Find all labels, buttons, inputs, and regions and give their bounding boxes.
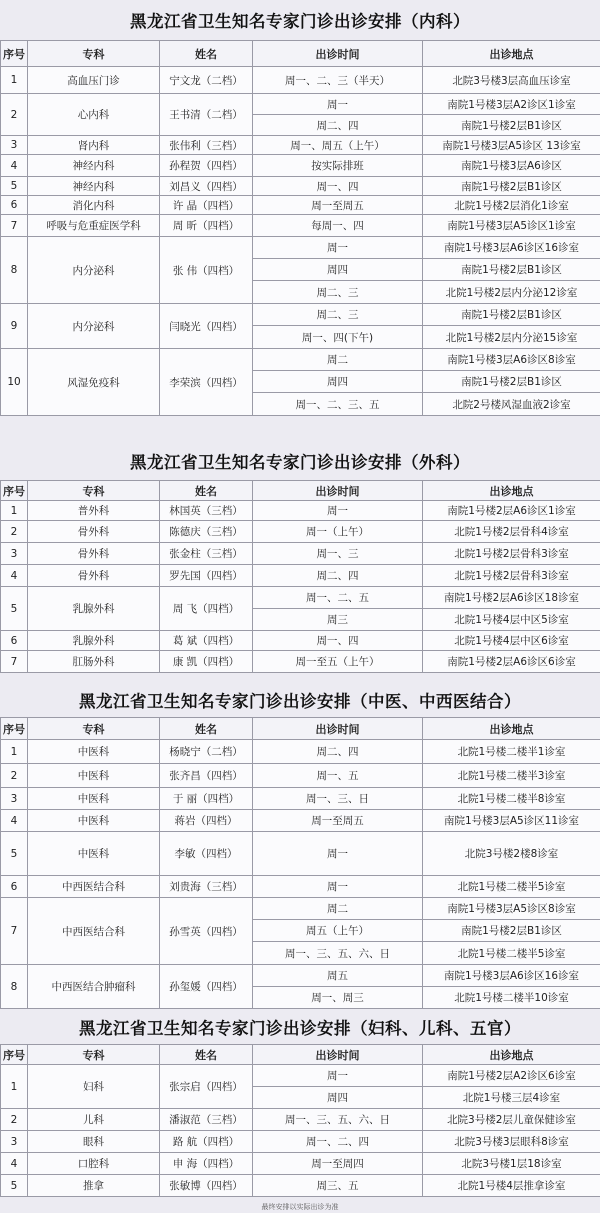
row-number: 7 — [1, 215, 28, 237]
section-title: 黑龙江省卫生知名专家门诊出诊安排（外科） — [130, 453, 470, 472]
clinic-time: 周一 — [253, 237, 423, 259]
clinic-time: 周一、二、三、五 — [253, 393, 423, 416]
table-header-row — [1, 718, 600, 740]
clinic-time: 周一至周五 — [253, 196, 423, 215]
clinic-location: 南院1号楼2层A2诊区6诊室 — [423, 1065, 600, 1087]
doctor-name: 潘淑范（三档） — [160, 1109, 253, 1131]
doctor-name: 周 飞（四档） — [160, 587, 253, 631]
department: 心内科 — [28, 94, 160, 136]
clinic-time: 周三 — [253, 609, 423, 631]
clinic-time: 周一、四 — [253, 177, 423, 196]
clinic-time: 周二、四 — [253, 740, 423, 764]
table-row — [1, 1175, 600, 1197]
table-row — [1, 215, 600, 237]
header-dept: 专科 — [28, 41, 160, 67]
table-row — [1, 177, 600, 196]
clinic-time: 周一至五（上午） — [253, 651, 423, 673]
clinic-location: 北院2号楼风湿血液2诊室 — [423, 393, 600, 416]
department: 呼吸与危重症医学科 — [28, 215, 160, 237]
clinic-location: 北院1号楼三层4诊室 — [423, 1087, 600, 1109]
department: 口腔科 — [28, 1153, 160, 1175]
doctor-name: 孙程贺（四档） — [160, 155, 253, 177]
clinic-location: 北院1号楼2层骨科3诊室 — [423, 565, 600, 587]
table-header-row — [1, 1045, 600, 1065]
table-row — [1, 196, 600, 215]
clinic-time: 周四 — [253, 1087, 423, 1109]
clinic-location: 南院1号楼3层A6诊区8诊室 — [423, 349, 600, 371]
department: 中西医结合科 — [28, 876, 160, 898]
clinic-location: 北院1号楼二楼半3诊室 — [423, 764, 600, 788]
doctor-name: 李敏（四档） — [160, 832, 253, 876]
clinic-time: 周一、四 — [253, 631, 423, 651]
doctor-name: 于 丽（四档） — [160, 788, 253, 810]
doctor-name: 张敏博（四档） — [160, 1175, 253, 1197]
table-row — [1, 155, 600, 177]
row-number: 3 — [1, 1131, 28, 1153]
clinic-time: 周一至周五 — [253, 810, 423, 832]
department: 妇科 — [28, 1065, 160, 1109]
clinic-location: 北院1号楼2层骨科3诊室 — [423, 543, 600, 565]
clinic-location: 北院1号楼2层内分泌15诊室 — [423, 326, 600, 349]
row-number: 2 — [1, 521, 28, 543]
row-number: 1 — [1, 1065, 28, 1109]
table-row — [1, 651, 600, 673]
department: 内分泌科 — [28, 237, 160, 304]
clinic-location: 南院1号楼2层B1诊区 — [423, 920, 600, 942]
doctor-name: 罗先国（四档） — [160, 565, 253, 587]
clinic-time: 周一、三、日 — [253, 788, 423, 810]
table-row — [1, 67, 600, 94]
doctor-name: 孙玺媛（四档） — [160, 965, 253, 1009]
clinic-location: 南院1号楼2层B1诊区 — [423, 371, 600, 393]
schedule-table-wrapper — [0, 480, 600, 673]
row-number: 4 — [1, 1153, 28, 1175]
header-dept: 专科 — [28, 481, 160, 501]
doctor-name: 张 伟（四档） — [160, 237, 253, 304]
row-number: 8 — [1, 965, 28, 1009]
department: 内分泌科 — [28, 304, 160, 349]
header-time: 出诊时间 — [253, 41, 423, 67]
doctor-name: 孙雪英（四档） — [160, 898, 253, 965]
department: 神经内科 — [28, 177, 160, 196]
doctor-name: 林国英（三档） — [160, 501, 253, 521]
clinic-location: 北院1号楼二楼半1诊室 — [423, 740, 600, 764]
department: 中医科 — [28, 810, 160, 832]
clinic-time: 周一 — [253, 501, 423, 521]
header-no: 序号 — [1, 481, 28, 501]
department: 乳腺外科 — [28, 587, 160, 631]
department: 中医科 — [28, 764, 160, 788]
clinic-time: 周一、三 — [253, 543, 423, 565]
clinic-time: 周一 — [253, 1065, 423, 1087]
section-title-bar — [0, 442, 600, 480]
department: 消化内科 — [28, 196, 160, 215]
row-number: 5 — [1, 1175, 28, 1197]
clinic-location: 北院1号楼2层内分泌12诊室 — [423, 281, 600, 304]
clinic-time: 周二 — [253, 349, 423, 371]
department: 神经内科 — [28, 155, 160, 177]
doctor-name: 张齐昌（四档） — [160, 764, 253, 788]
row-number: 1 — [1, 501, 28, 521]
table-row — [1, 587, 600, 609]
section-title-bar — [0, 1009, 600, 1044]
clinic-location: 北院1号楼4层中区6诊室 — [423, 631, 600, 651]
section-title: 黑龙江省卫生知名专家门诊出诊安排（妇科、儿科、五官） — [79, 1018, 521, 1038]
clinic-time: 周一至周四 — [253, 1153, 423, 1175]
table-row — [1, 898, 600, 920]
clinic-location: 北院1号楼二楼半8诊室 — [423, 788, 600, 810]
table-row — [1, 764, 600, 788]
row-number: 4 — [1, 155, 28, 177]
clinic-time: 周四 — [253, 371, 423, 393]
department: 风湿免疫科 — [28, 349, 160, 416]
doctor-name: 周 昕（四档） — [160, 215, 253, 237]
header-dept: 专科 — [28, 1045, 160, 1065]
department: 高血压门诊 — [28, 67, 160, 94]
doctor-name: 王书清（二档） — [160, 94, 253, 136]
row-number: 4 — [1, 565, 28, 587]
clinic-location: 南院1号楼3层A2诊区1诊室 — [423, 94, 600, 115]
doctor-name: 宁文龙（二档） — [160, 67, 253, 94]
table-row — [1, 810, 600, 832]
clinic-location: 南院1号楼3层A5诊区 13诊室 — [423, 136, 600, 155]
doctor-name: 刘贵海（三档） — [160, 876, 253, 898]
doctor-name: 张伟利（三档） — [160, 136, 253, 155]
row-number: 2 — [1, 764, 28, 788]
row-number: 3 — [1, 136, 28, 155]
clinic-time: 周一、周三 — [253, 987, 423, 1009]
clinic-time: 周一 — [253, 876, 423, 898]
row-number: 6 — [1, 196, 28, 215]
header-name: 姓名 — [160, 481, 253, 501]
header-location: 出诊地点 — [423, 481, 600, 501]
department: 中西医结合科 — [28, 898, 160, 965]
row-number: 9 — [1, 304, 28, 349]
header-location: 出诊地点 — [423, 718, 600, 740]
footer-note: 最终安排以实际出诊为准 — [261, 1203, 339, 1211]
clinic-location: 北院1号楼2层骨科4诊室 — [423, 521, 600, 543]
clinic-time: 周一、二、三（半天） — [253, 67, 423, 94]
clinic-time: 周二 — [253, 898, 423, 920]
header-no: 序号 — [1, 1045, 28, 1065]
header-no: 序号 — [1, 41, 28, 67]
table-row — [1, 1153, 600, 1175]
table-row — [1, 565, 600, 587]
department: 普外科 — [28, 501, 160, 521]
clinic-location: 北院1号楼2层消化1诊室 — [423, 196, 600, 215]
table-row — [1, 521, 600, 543]
department: 眼科 — [28, 1131, 160, 1153]
clinic-time: 周五（上午） — [253, 920, 423, 942]
clinic-location: 北院3号楼3层高血压诊室 — [423, 67, 600, 94]
department: 中西医结合肿瘤科 — [28, 965, 160, 1009]
schedule-table — [0, 717, 600, 1009]
doctor-name: 申 海（四档） — [160, 1153, 253, 1175]
clinic-time: 周二、四 — [253, 565, 423, 587]
section-title-bar — [0, 683, 600, 717]
header-dept: 专科 — [28, 718, 160, 740]
clinic-time: 周三、五 — [253, 1175, 423, 1197]
row-number: 7 — [1, 898, 28, 965]
section-title-bar — [0, 0, 600, 40]
doctor-name: 康 凯（四档） — [160, 651, 253, 673]
clinic-location: 南院1号楼2层B1诊区 — [423, 304, 600, 326]
table-row — [1, 740, 600, 764]
table-row — [1, 349, 600, 371]
table-row — [1, 304, 600, 326]
section-title: 黑龙江省卫生知名专家门诊出诊安排（内科） — [130, 12, 470, 31]
table-row — [1, 1131, 600, 1153]
row-number: 5 — [1, 832, 28, 876]
department: 中医科 — [28, 788, 160, 810]
clinic-time: 周四 — [253, 259, 423, 281]
table-row — [1, 136, 600, 155]
doctor-name: 许 晶（四档） — [160, 196, 253, 215]
clinic-location: 北院3号楼2层儿童保健诊室 — [423, 1109, 600, 1131]
clinic-location: 南院1号楼2层B1诊区 — [423, 177, 600, 196]
row-number: 2 — [1, 94, 28, 136]
table-row — [1, 1065, 600, 1087]
department: 骨外科 — [28, 565, 160, 587]
table-row — [1, 501, 600, 521]
doctor-name: 陈德庆（三档） — [160, 521, 253, 543]
department: 骨外科 — [28, 543, 160, 565]
clinic-location: 北院1号楼二楼半5诊室 — [423, 876, 600, 898]
header-location: 出诊地点 — [423, 1045, 600, 1065]
doctor-name: 刘昌义（四档） — [160, 177, 253, 196]
schedule-table-wrapper — [0, 1044, 600, 1197]
row-number: 4 — [1, 810, 28, 832]
table-row — [1, 832, 600, 876]
department: 肛肠外科 — [28, 651, 160, 673]
section-title: 黑龙江省卫生知名专家门诊出诊安排（中医、中西医结合） — [79, 692, 521, 711]
department: 推拿 — [28, 1175, 160, 1197]
clinic-location: 北院1号楼4层推拿诊室 — [423, 1175, 600, 1197]
clinic-location: 北院1号楼二楼半10诊室 — [423, 987, 600, 1009]
table-row — [1, 1109, 600, 1131]
row-number: 1 — [1, 67, 28, 94]
header-name: 姓名 — [160, 41, 253, 67]
clinic-location: 南院1号楼3层A6诊区16诊室 — [423, 237, 600, 259]
clinic-location: 南院1号楼2层A6诊区6诊室 — [423, 651, 600, 673]
doctor-name: 张宗启（四档） — [160, 1065, 253, 1109]
row-number: 8 — [1, 237, 28, 304]
clinic-location: 南院1号楼2层A6诊区18诊室 — [423, 587, 600, 609]
doctor-name: 张金柱（三档） — [160, 543, 253, 565]
table-row — [1, 543, 600, 565]
table-header-row — [1, 481, 600, 501]
department: 儿科 — [28, 1109, 160, 1131]
clinic-time: 周二、三 — [253, 304, 423, 326]
row-number: 5 — [1, 587, 28, 631]
table-row — [1, 631, 600, 651]
header-time: 出诊时间 — [253, 481, 423, 501]
clinic-time: 周一、三、五、六、日 — [253, 1109, 423, 1131]
clinic-location: 南院1号楼3层A6诊区 — [423, 155, 600, 177]
doctor-name: 杨晓宁（二档） — [160, 740, 253, 764]
doctor-name: 闫晓光（四档） — [160, 304, 253, 349]
clinic-time: 周二、三 — [253, 281, 423, 304]
table-row — [1, 788, 600, 810]
clinic-time: 周一、五 — [253, 764, 423, 788]
row-number: 5 — [1, 177, 28, 196]
clinic-location: 南院1号楼2层B1诊区 — [423, 115, 600, 136]
table-row — [1, 965, 600, 987]
header-name: 姓名 — [160, 718, 253, 740]
clinic-location: 南院1号楼3层A6诊区16诊室 — [423, 965, 600, 987]
header-name: 姓名 — [160, 1045, 253, 1065]
clinic-time: 周二、四 — [253, 115, 423, 136]
clinic-location: 南院1号楼2层B1诊区 — [423, 259, 600, 281]
clinic-location: 南院1号楼3层A5诊区11诊室 — [423, 810, 600, 832]
clinic-time: 周一 — [253, 94, 423, 115]
clinic-location: 南院1号楼2层A6诊区1诊室 — [423, 501, 600, 521]
department: 中医科 — [28, 740, 160, 764]
header-time: 出诊时间 — [253, 1045, 423, 1065]
clinic-location: 南院1号楼3层A5诊区8诊室 — [423, 898, 600, 920]
doctor-name: 李荣滨（四档） — [160, 349, 253, 416]
clinic-time: 按实际排班 — [253, 155, 423, 177]
row-number: 1 — [1, 740, 28, 764]
header-time: 出诊时间 — [253, 718, 423, 740]
schedule-table — [0, 40, 600, 416]
table-row — [1, 94, 600, 115]
row-number: 3 — [1, 788, 28, 810]
clinic-time: 周一、三、五、六、日 — [253, 942, 423, 965]
row-number: 2 — [1, 1109, 28, 1131]
clinic-location: 北院3号楼2楼8诊室 — [423, 832, 600, 876]
doctor-name: 葛 斌（四档） — [160, 631, 253, 651]
clinic-time: 周一 — [253, 832, 423, 876]
header-no: 序号 — [1, 718, 28, 740]
doctor-name: 路 航（四档） — [160, 1131, 253, 1153]
clinic-location: 北院1号楼4层中区5诊室 — [423, 609, 600, 631]
table-header-row — [1, 41, 600, 67]
clinic-time: 周五 — [253, 965, 423, 987]
row-number: 3 — [1, 543, 28, 565]
table-row — [1, 237, 600, 259]
clinic-time: 周一、四(下午) — [253, 326, 423, 349]
department: 乳腺外科 — [28, 631, 160, 651]
clinic-time: 周一、二、五 — [253, 587, 423, 609]
schedule-table-wrapper — [0, 717, 600, 1009]
department: 肾内科 — [28, 136, 160, 155]
clinic-time: 周一（上午） — [253, 521, 423, 543]
clinic-location: 北院3号楼3层眼科8诊室 — [423, 1131, 600, 1153]
schedule-table-wrapper — [0, 40, 600, 416]
doctor-name: 蒋岩（四档） — [160, 810, 253, 832]
clinic-location: 北院3号楼1层18诊室 — [423, 1153, 600, 1175]
row-number: 7 — [1, 651, 28, 673]
clinic-time: 每周一、四 — [253, 215, 423, 237]
row-number: 6 — [1, 631, 28, 651]
header-location: 出诊地点 — [423, 41, 600, 67]
row-number: 6 — [1, 876, 28, 898]
clinic-location: 南院1号楼3层A5诊区1诊室 — [423, 215, 600, 237]
clinic-location: 北院1号楼二楼半5诊室 — [423, 942, 600, 965]
clinic-time: 周一、周五（上午） — [253, 136, 423, 155]
row-number: 10 — [1, 349, 28, 416]
table-row — [1, 876, 600, 898]
department: 骨外科 — [28, 521, 160, 543]
schedule-table — [0, 480, 600, 673]
department: 中医科 — [28, 832, 160, 876]
clinic-time: 周一、二、四 — [253, 1131, 423, 1153]
schedule-table — [0, 1044, 600, 1197]
